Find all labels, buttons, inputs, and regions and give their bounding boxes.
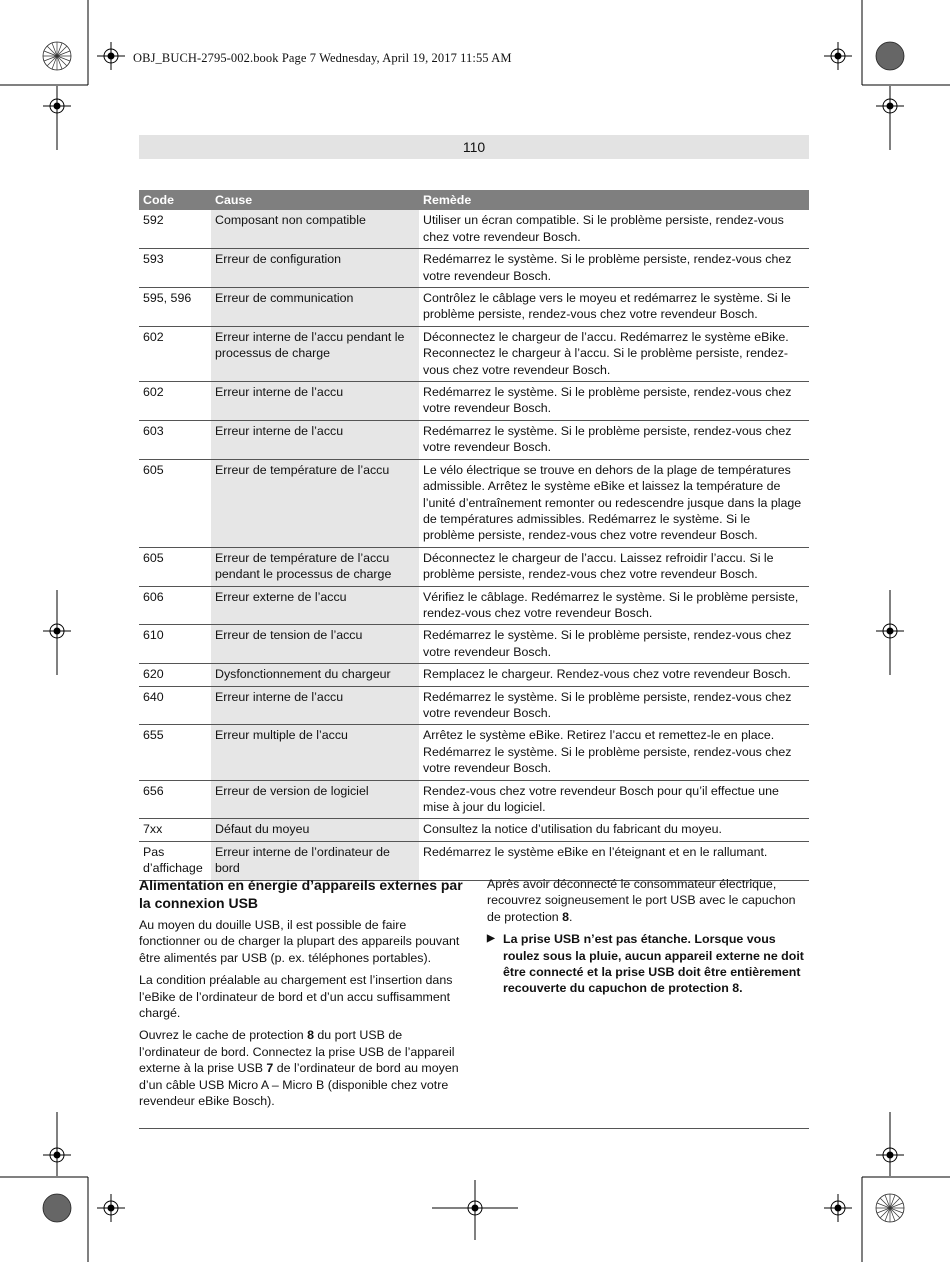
cell-code: 602: [139, 382, 211, 421]
cell-remedy: Consultez la notice d’utilisation du fabricant du moyeu.: [419, 819, 809, 841]
cell-code: 656: [139, 780, 211, 819]
footer-rule: [139, 1128, 809, 1129]
cell-code: 593: [139, 249, 211, 288]
paragraph: Au moyen du douille USB, il est possible de faire fonctionner ou de charger la plupart des appareils pouvant être alimentés par USB (p. ex. téléphones portables).: [139, 918, 460, 965]
cell-cause: Erreur interne de l’accu: [211, 686, 419, 725]
column-header-remedy: Remède: [419, 190, 809, 210]
table-row: [139, 382, 809, 421]
cell-remedy: Redémarrez le système. Si le problème persiste, rendez-vous chez votre revendeur Bosch.: [419, 249, 809, 288]
table-header-row: [139, 190, 809, 210]
cell-remedy: Redémarrez le système. Si le problème persiste, rendez-vous chez votre revendeur Bosch.: [419, 382, 809, 421]
cell-cause: Erreur interne de l’ordinateur de bord: [211, 841, 419, 880]
book-header-line: OBJ_BUCH-2795-002.book Page 7 Wednesday, April 19, 2017 11:55 AM: [133, 51, 512, 65]
cell-cause: Défaut du moyeu: [211, 819, 419, 841]
cell-remedy: Redémarrez le système. Si le problème persiste, rendez-vous chez votre revendeur Bosch.: [419, 686, 809, 725]
table-row: [139, 586, 809, 625]
cell-remedy: Le vélo électrique se trouve en dehors de la plage de températures admissible. Arrêtez le système eBike et laissez la température de l’unité d’entraînement remonter ou redescendre jusque dans la plage de températures admissibles. Redémarrez le système. Si le problème persiste, rendez-vous chez votre revendeur Bosch.: [419, 459, 809, 547]
cell-remedy: Déconnectez le chargeur de l’accu. Redémarrez le système eBike. Reconnectez le chargeur à l’accu. Si le problème persiste, rendez-vous chez votre revendeur Bosch.: [419, 326, 809, 381]
table-row: [139, 288, 809, 327]
table-row: [139, 249, 809, 288]
table-row: [139, 459, 809, 547]
paragraph: Ouvrez le cache de protection 8 du port USB de l’ordinateur de bord. Connectez la prise USB de l’appareil externe à la prise USB 7 de l’ordinateur de bord au moyen d’un câble USB Micro A – Micro B (disponible chez votre revendeur eBike Bosch).: [139, 1028, 459, 1109]
cell-code: 603: [139, 420, 211, 459]
cell-cause: Dysfonctionnement du chargeur: [211, 664, 419, 686]
right-text-column: [487, 876, 809, 997]
cell-cause: Erreur externe de l’accu: [211, 586, 419, 625]
table-row: [139, 841, 809, 880]
cell-code: 592: [139, 210, 211, 248]
cell-remedy: Utiliser un écran compatible. Si le problème persiste, rendez-vous chez votre revendeur Bosch.: [419, 210, 809, 248]
paragraph: Après avoir déconnecté le consommateur électrique, recouvrez soigneusement le port USB avec le capuchon de protection 8.: [487, 877, 796, 924]
cell-code: Pas d’affichage: [139, 841, 211, 880]
warning-text: La prise USB n’est pas étanche. Lorsque vous roulez sous la pluie, aucun appareil externe ne doit être connecté et la prise USB doit être entièrement recouverte du capuchon de protection 8.: [503, 932, 804, 996]
cell-cause: Erreur de température de l’accu pendant le processus de charge: [211, 547, 419, 586]
cell-remedy: Rendez-vous chez votre revendeur Bosch pour qu’il effectue une mise à jour du logiciel.: [419, 780, 809, 819]
cell-code: 605: [139, 459, 211, 547]
cell-cause: Erreur interne de l’accu: [211, 420, 419, 459]
paragraph: La condition préalable au chargement est l’insertion dans l’eBike de l’ordinateur de bord et d’un accu suffisamment chargé.: [139, 973, 453, 1021]
table-row: [139, 819, 809, 841]
left-text-column: [139, 876, 464, 1115]
triangle-bullet-icon: ▶: [487, 933, 495, 945]
cell-remedy: Vérifiez le câblage. Redémarrez le système. Si le problème persiste, rendez-vous chez votre revendeur Bosch.: [419, 586, 809, 625]
column-header-code: Code: [139, 190, 211, 210]
cell-remedy: Remplacez le chargeur. Rendez-vous chez votre revendeur Bosch.: [419, 664, 809, 686]
table-row: [139, 547, 809, 586]
table-row: [139, 420, 809, 459]
table-row: [139, 210, 809, 248]
cell-code: 602: [139, 326, 211, 381]
table-row: [139, 625, 809, 664]
cell-cause: Erreur interne de l’accu: [211, 382, 419, 421]
cell-cause: Erreur de température de l’accu: [211, 459, 419, 547]
cell-remedy: Redémarrez le système eBike en l’éteignant et en le rallumant.: [419, 841, 809, 880]
cell-cause: Erreur de tension de l’accu: [211, 625, 419, 664]
cell-remedy: Arrêtez le système eBike. Retirez l’accu et remettez-le en place. Redémarrez le système. Si le problème persiste, rendez-vous chez votre revendeur Bosch.: [419, 725, 809, 780]
page-number-bar: [139, 135, 809, 159]
cell-code: 620: [139, 664, 211, 686]
cell-remedy: Déconnectez le chargeur de l’accu. Laissez refroidir l’accu. Si le problème persiste, rendez-vous chez votre revendeur Bosch.: [419, 547, 809, 586]
cell-code: 7xx: [139, 819, 211, 841]
page-number: 110: [462, 139, 486, 155]
table-row: [139, 326, 809, 381]
cell-remedy: Contrôlez le câblage vers le moyeu et redémarrez le système. Si le problème persiste, rendez-vous chez votre revendeur Bosch.: [419, 288, 809, 327]
cell-cause: Composant non compatible: [211, 210, 419, 248]
cell-code: 605: [139, 547, 211, 586]
cell-cause: Erreur interne de l’accu pendant le processus de charge: [211, 326, 419, 381]
cell-code: 610: [139, 625, 211, 664]
cell-code: 640: [139, 686, 211, 725]
error-code-table: [139, 190, 809, 881]
cell-cause: Erreur de version de logiciel: [211, 780, 419, 819]
column-header-cause: Cause: [211, 190, 419, 210]
warning-note: [487, 931, 809, 997]
cell-code: 655: [139, 725, 211, 780]
table-row: [139, 780, 809, 819]
cell-cause: Erreur multiple de l’accu: [211, 725, 419, 780]
table-row: [139, 664, 809, 686]
cell-remedy: Redémarrez le système. Si le problème persiste, rendez-vous chez votre revendeur Bosch.: [419, 625, 809, 664]
cell-cause: Erreur de configuration: [211, 249, 419, 288]
table-row: [139, 725, 809, 780]
cell-code: 595, 596: [139, 288, 211, 327]
cell-code: 606: [139, 586, 211, 625]
table-row: [139, 686, 809, 725]
section-heading-usb: Alimentation en énergie d’appareils externes par la connexion USB: [139, 877, 463, 911]
cell-cause: Erreur de communication: [211, 288, 419, 327]
cell-remedy: Redémarrez le système. Si le problème persiste, rendez-vous chez votre revendeur Bosch.: [419, 420, 809, 459]
